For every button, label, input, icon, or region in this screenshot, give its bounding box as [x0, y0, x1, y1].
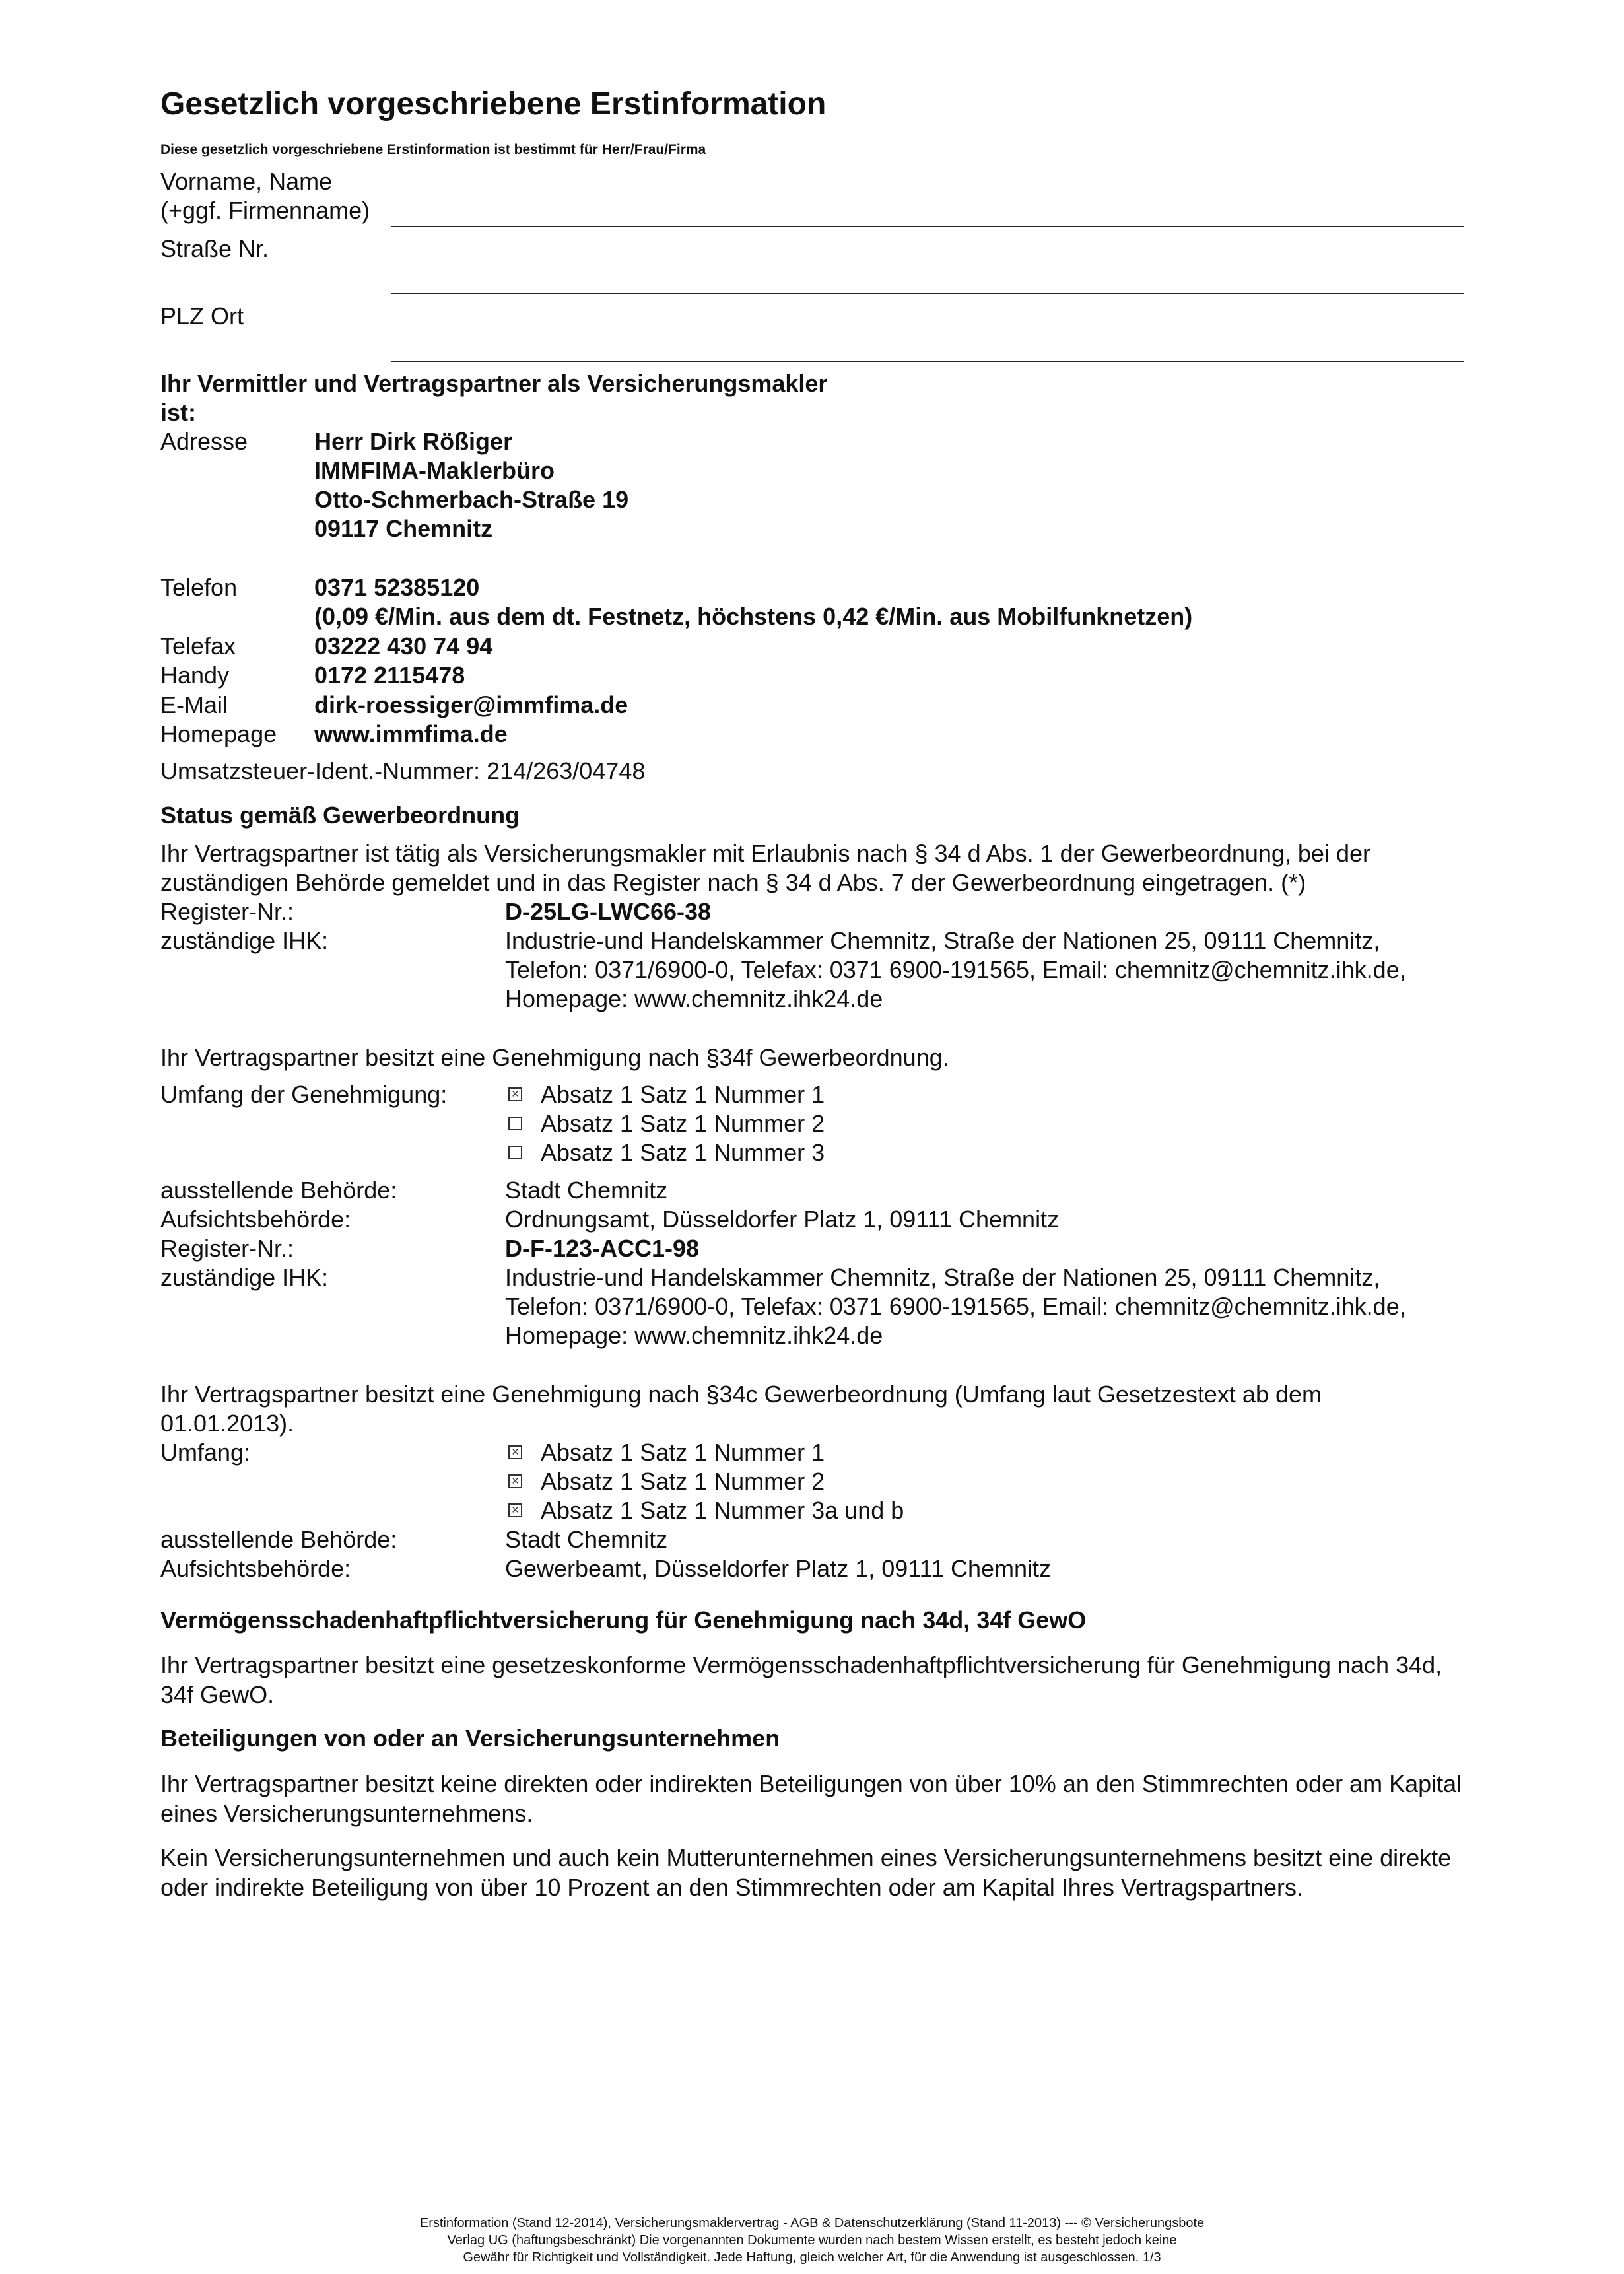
p34c-intro-2: 01.01.2013). — [160, 1410, 294, 1437]
liability-text: Ihr Vertragspartner besitzt eine gesetzeskonforme Vermögensschadenhaftpflichtversicherung für Genehmigung nach 34d, 34f GewO. — [160, 1651, 1442, 1708]
status-ihk-line-3: Homepage: www.chemnitz.ihk24.de — [505, 985, 883, 1012]
checkbox-checked[interactable]: × — [508, 1474, 522, 1488]
p34c-issuer-label: ausstellende Behörde: — [160, 1526, 397, 1553]
broker-heading-cont: ist: — [160, 399, 196, 426]
liability-heading: Vermögensschadenhaftpflichtversicherung für Genehmigung nach 34d, 34f GewO — [160, 1606, 1087, 1634]
p34f-option-1 — [508, 1080, 825, 1109]
broker-city: 09117 Chemnitz — [314, 515, 493, 542]
status-register-label: Register-Nr.: — [160, 898, 294, 925]
checkbox-checked[interactable]: × — [508, 1503, 522, 1517]
p34f-ihk-line-1: Industrie-und Handelskammer Chemnitz, Straße der Nationen 25, 09111 Chemnitz, — [505, 1264, 1380, 1291]
p34c-option-3 — [508, 1496, 904, 1525]
footer-line-2: Verlag UG (haftungsbeschränkt) Die vorgenannten Dokumente wurden nach bestem Wissen erstellt, es besteht jedoch keine — [447, 2233, 1177, 2248]
status-intro-1: Ihr Vertragspartner ist tätig als Versicherungsmakler mit Erlaubnis nach § 34 d Abs. 1 der Gewerbeordnung, bei der — [160, 840, 1370, 867]
name-field-line[interactable] — [391, 226, 1464, 227]
p34f-issuer-value: Stadt Chemnitz — [505, 1177, 668, 1204]
city-field-line[interactable] — [391, 361, 1464, 362]
phone-label: Telefon — [160, 574, 238, 601]
name-label: Vorname, Name — [160, 168, 333, 195]
p34c-supervisor-label: Aufsichtsbehörde: — [160, 1555, 351, 1582]
p34c-option-1 — [508, 1437, 825, 1467]
p34f-ihk-line-3: Homepage: www.chemnitz.ihk24.de — [505, 1322, 883, 1349]
page-title: Gesetzlich vorgeschriebene Erstinformation — [160, 86, 827, 121]
p34f-ihk-line-2: Telefon: 0371/6900-0, Telefax: 0371 6900-191565, Email: chemnitz@chemnitz.ihk.de, — [505, 1293, 1406, 1320]
status-ihk-line-2: Telefon: 0371/6900-0, Telefax: 0371 6900-191565, Email: chemnitz@chemnitz.ihk.de, — [505, 956, 1406, 983]
email-value: dirk-roessiger@immfima.de — [314, 691, 628, 718]
p34f-option-3 — [508, 1138, 825, 1167]
p34f-issuer-label: ausstellende Behörde: — [160, 1177, 397, 1204]
p34f-ihk-label: zuständige IHK: — [160, 1264, 329, 1291]
holdings-heading: Beteiligungen von oder an Versicherungsunternehmen — [160, 1725, 780, 1752]
p34f-supervisor-label: Aufsichtsbehörde: — [160, 1206, 351, 1233]
checkbox-checked[interactable]: × — [508, 1445, 522, 1459]
fax-label: Telefax — [160, 633, 236, 660]
status-intro-2: zuständigen Behörde gemeldet und in das Register nach § 34 d Abs. 7 der Gewerbeordnung eingetragen. (*) — [160, 869, 1306, 896]
holdings-text-1: Ihr Vertragspartner besitzt keine direkten oder indirekten Beteiligungen von über 10% an den Stimmrechten oder am Kapital eines Versicherungsunternehmens. — [160, 1770, 1462, 1827]
option-label: Absatz 1 Satz 1 Nummer 1 — [541, 1081, 825, 1108]
option-label: Absatz 1 Satz 1 Nummer 3a und b — [541, 1497, 904, 1524]
broker-street: Otto-Schmerbach-Straße 19 — [314, 486, 629, 513]
broker-company: IMMFIMA-Maklerbüro — [314, 457, 555, 484]
phone-rate-note: (0,09 €/Min. aus dem dt. Festnetz, höchstens 0,42 €/Min. aus Mobilfunknetzen) — [314, 603, 1193, 630]
mobile-label: Handy — [160, 662, 230, 689]
status-ihk-label: zuständige IHK: — [160, 927, 329, 954]
homepage-label: Homepage — [160, 720, 277, 747]
p34f-option-2 — [508, 1109, 825, 1138]
street-label: Straße Nr. — [160, 235, 269, 262]
p34c-supervisor-value: Gewerbeamt, Düsseldorfer Platz 1, 09111 Chemnitz — [505, 1555, 1052, 1582]
phone-value: 0371 52385120 — [314, 574, 480, 601]
homepage-value: www.immfima.de — [314, 720, 508, 747]
option-label: Absatz 1 Satz 1 Nummer 3 — [541, 1139, 825, 1166]
p34f-intro: Ihr Vertragspartner besitzt eine Genehmigung nach §34f Gewerbeordnung. — [160, 1044, 949, 1071]
p34c-issuer-value: Stadt Chemnitz — [505, 1526, 668, 1553]
page-subtitle: Diese gesetzlich vorgeschriebene Erstinformation ist bestimmt für Herr/Frau/Firma — [160, 142, 706, 157]
footer-line-3: Gewähr für Richtigkeit und Vollständigkeit. Jede Haftung, gleich welcher Art, für die Anwendung ist ausgeschlossen. 1/3 — [463, 2250, 1161, 2265]
option-label: Absatz 1 Satz 1 Nummer 2 — [541, 1110, 825, 1137]
p34c-scope-label: Umfang: — [160, 1439, 251, 1466]
footer-line-1: Erstinformation (Stand 12-2014), Versicherungsmaklervertrag - AGB & Datenschutzerklärung (Stand 11-2013) --- © Versicherungsbote — [419, 2216, 1205, 2230]
address-label: Adresse — [160, 428, 248, 455]
checkbox-checked[interactable]: × — [508, 1087, 522, 1101]
street-field-line[interactable] — [391, 293, 1464, 294]
broker-heading: Ihr Vermittler und Vertragspartner als Versicherungsmakler — [160, 370, 828, 397]
checkbox-unchecked[interactable] — [508, 1146, 522, 1159]
status-heading: Status gemäß Gewerbeordnung — [160, 802, 520, 829]
company-label: (+ggf. Firmenname) — [160, 197, 370, 224]
broker-name: Herr Dirk Rößiger — [314, 428, 513, 455]
option-label: Absatz 1 Satz 1 Nummer 1 — [541, 1439, 825, 1466]
vat-id: Umsatzsteuer-Ident.-Nummer: 214/263/04748 — [160, 757, 646, 784]
holdings-text-2: Kein Versicherungsunternehmen und auch kein Mutterunternehmen eines Versicherungsunternehmens besitzt eine direkte oder indirekte Beteiligung von über 10 Prozent an den Stimmrechten oder am Kapital Ihres Vertragspartners. — [160, 1844, 1452, 1901]
email-label: E-Mail — [160, 691, 228, 718]
fax-value: 03222 430 74 94 — [314, 633, 493, 660]
p34f-supervisor-value: Ordnungsamt, Düsseldorfer Platz 1, 09111 Chemnitz — [505, 1206, 1060, 1233]
p34c-option-2 — [508, 1466, 825, 1496]
p34f-scope-label: Umfang der Genehmigung: — [160, 1081, 448, 1108]
mobile-value: 0172 2115478 — [314, 662, 465, 689]
status-ihk-line-1: Industrie-und Handelskammer Chemnitz, Straße der Nationen 25, 09111 Chemnitz, — [505, 927, 1380, 954]
option-label: Absatz 1 Satz 1 Nummer 2 — [541, 1468, 825, 1495]
checkbox-unchecked[interactable] — [508, 1117, 522, 1130]
city-label: PLZ Ort — [160, 302, 244, 329]
p34f-register-label: Register-Nr.: — [160, 1235, 294, 1262]
p34c-intro-1: Ihr Vertragspartner besitzt eine Genehmigung nach §34c Gewerbeordnung (Umfang laut Gesetzestext ab dem — [160, 1381, 1322, 1408]
p34f-register-value: D-F-123-ACC1-98 — [505, 1235, 700, 1262]
status-register-value: D-25LG-LWC66-38 — [505, 898, 712, 925]
